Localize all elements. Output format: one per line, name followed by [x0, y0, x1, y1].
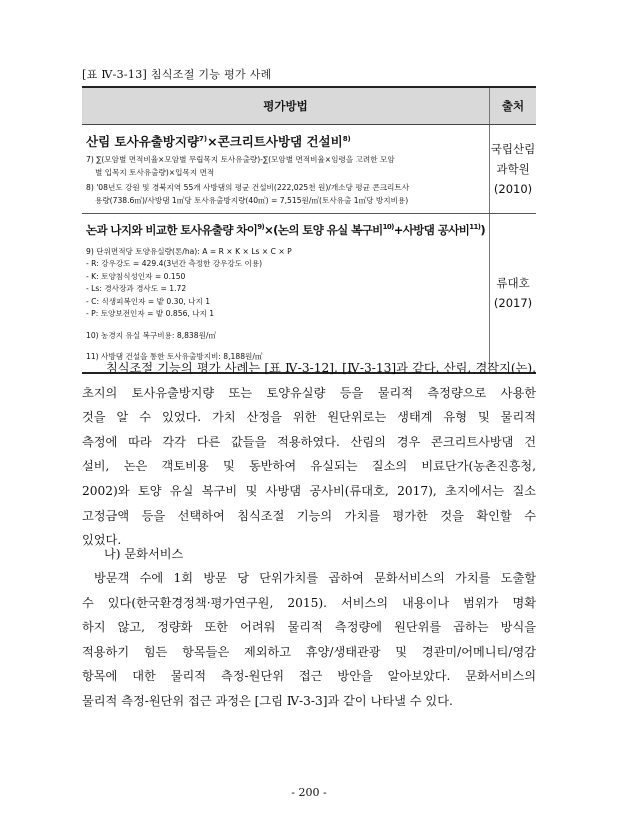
footnote-item: 별 입목지 토사유출량)×입목지 면적	[95, 167, 215, 177]
footnote-item: - P: 토양보전인자 = 밭 0.856, 나지 1	[86, 309, 215, 319]
page-number: - 200 -	[291, 786, 327, 799]
footnote-item: - Ls: 경사장과 경사도 = 1.72	[86, 284, 187, 294]
row-heading: 산림 토사유출방지량$^{7)}$×콘크리트사방댐 건설비$^{8)}$	[86, 134, 351, 150]
footnote-item: 10) 농경지 유실 복구비용: 8,838원/㎥	[86, 330, 217, 340]
text-line: 있었다.	[82, 533, 122, 548]
table-header-row	[82, 87, 536, 125]
text-line: 적용하기 힘든 항목들은 제외하고 휴양/생태관광 및 경관미/어메니티/영감	[82, 644, 536, 659]
source-cell	[490, 214, 536, 373]
source-cell	[490, 125, 536, 214]
row-heading: 논과 나지와 비교한 토사유출량 차이$^{9)}$×(논의 토양 유실 복구비$^{10)}$+사방댐 공사비$^{11)}$)	[86, 222, 486, 237]
table-row	[82, 214, 536, 373]
body-paragraph-erosion	[82, 356, 536, 553]
text-line: 고정금액 등을 선택하여 침식조절 기능의 가치를 평가한 것을 확인할 수	[82, 508, 536, 523]
header-method: 평가방법	[82, 87, 490, 125]
footnote-item: - R: 강우강도 = 429.4(3년간 측정한 강우강도 이용)	[86, 259, 263, 269]
evaluation-table	[82, 86, 536, 374]
text-line: 물리적 측정-원단위 접근 과정은 [그림 Ⅳ-3-3]과 같이 나타낼 수 있다.	[82, 693, 453, 708]
text-line: 2002)와 토양 유실 복구비 및 사방댐 공사비(류대호, 2017), 초지에서는 질소	[82, 483, 536, 498]
footnote-item: 7) ∑(모암별 면적비율×모암별 무립목지 토사유출량)-∑(모암별 면적비율×임령을 고려한 모암	[86, 155, 395, 165]
section-subheading: 나) 문화서비스	[104, 547, 184, 561]
text-line: 수 있다(한국환경정책·평가연구원, 2015). 서비스의 내용이나 범위가 명확	[82, 595, 536, 610]
source-name: 국립산림과학원	[490, 142, 536, 177]
method-cell	[82, 214, 490, 373]
text-line: 측정에 따라 각각 다른 값들을 적용하였다. 산림의 경우 콘크리트사방댐 건	[82, 434, 536, 449]
text-line: 침식조절 기능의 평가 사례는 [표 Ⅳ-3-12], [Ⅳ-3-13]과 같다. 산림, 경작지(논),	[106, 361, 536, 375]
text-line: 항목에 대한 물리적 측정-원단위 접근 방안을 알아보았다. 문화서비스의	[82, 669, 536, 684]
table-row	[82, 125, 536, 214]
footnote-item: 9) 단위면적당 토양유실량(톤/ha): A = R × K × Ls × C × P	[86, 246, 292, 256]
text-line: 방문객 수에 1회 방문 당 단위가치를 곱하여 문화서비스의 가치를 도출할	[94, 571, 536, 585]
source-year: (2010)	[493, 182, 533, 197]
text-line: 하지 않고, 정량화 또한 어려워 물리적 측정량에 원단위를 곱하는 방식을	[82, 620, 536, 635]
method-cell	[82, 125, 490, 214]
footnote-item: 용량(738.6㎥)/사방댐 1㎥당 토사유출방지량(40㎥) = 7,515원/㎥(토사유출 1㎥당 방지비용)	[95, 195, 409, 205]
footnote-item: 8) '08년도 강원 및 경북지역 55개 사방댐의 평균 건설비(222,025천 원)/개소당 평균 콘크리트사	[86, 183, 410, 193]
footnote-item: - C: 식생피복인자 = 밭 0.30, 나지 1	[86, 296, 211, 306]
source-name: 류대호	[496, 276, 530, 291]
text-line: 초지의 토사유출방지량 또는 토양유실량 등을 물리적 측정량으로 사용한	[82, 385, 536, 400]
text-line: 것을 알 수 있었다. 가치 산정을 위한 원단위로는 생태계 유형 및 물리적	[82, 410, 536, 425]
footnote-item: 11) 사방댐 건설을 통한 토사유출방지비: 8,188원/㎥	[86, 352, 263, 362]
table-caption: [표 Ⅳ-3-13] 침식조절 기능 평가 사례	[82, 68, 272, 81]
header-source: 출처	[490, 87, 536, 125]
footnote-item: - K: 토양침식성인자 = 0.150	[86, 271, 186, 281]
text-line: 설비, 논은 객토비용 및 동반하여 유실되는 질소의 비료단가(농촌진흥청,	[82, 459, 536, 474]
body-paragraph-culture	[82, 566, 536, 714]
source-year: (2017)	[493, 296, 533, 311]
